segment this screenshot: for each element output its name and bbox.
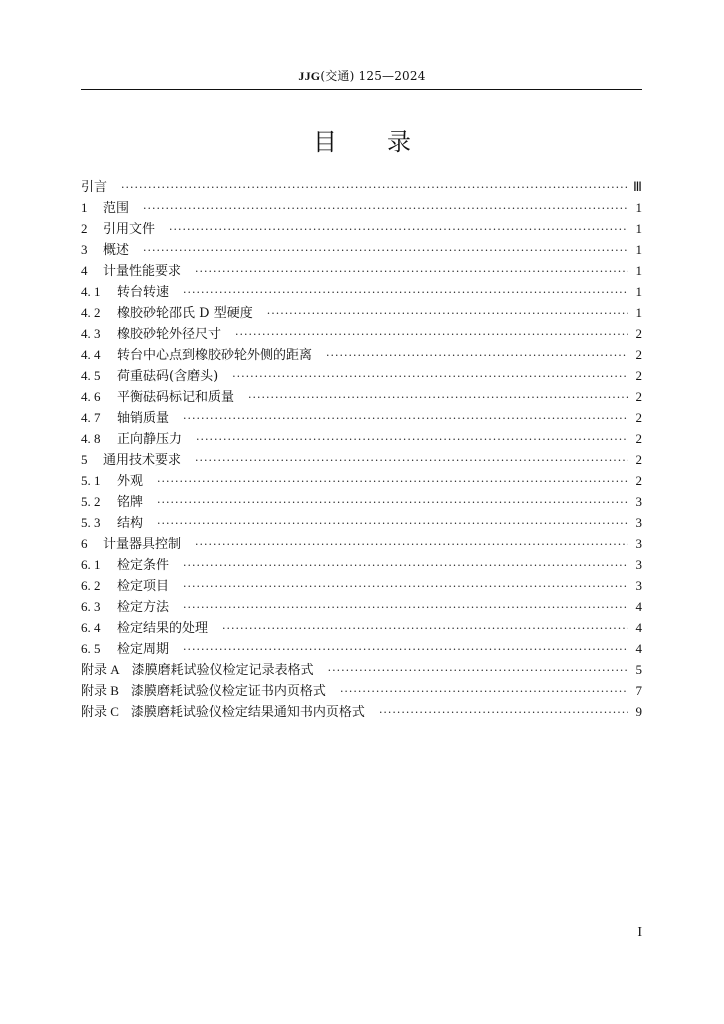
toc-entry-page: 1 <box>635 242 642 257</box>
toc-entry[interactable] <box>81 218 642 239</box>
toc-entry-title: 检定项目 <box>117 579 170 594</box>
toc-entry[interactable] <box>81 239 642 260</box>
toc-entry-title: 计量性能要求 <box>103 264 182 279</box>
toc-entry-title: 引用文件 <box>103 222 156 237</box>
toc-entry[interactable] <box>81 470 642 491</box>
toc-entry[interactable] <box>81 365 642 386</box>
toc-entry-number: 附录 B <box>81 683 119 698</box>
toc-entry[interactable] <box>81 260 642 281</box>
toc-leader-dots <box>157 513 628 534</box>
toc-entry-page: 2 <box>635 431 642 446</box>
toc-entry-number: 4. 2 <box>81 305 101 320</box>
toc-entry[interactable] <box>81 407 642 428</box>
toc-entry[interactable] <box>81 596 642 617</box>
toc-entry-title: 检定方法 <box>117 600 170 615</box>
toc-entry-number: 4 <box>81 263 88 278</box>
toc-entry-title: 橡胶砂轮邵氏 D 型硬度 <box>117 306 253 321</box>
toc-entry-number: 2 <box>81 221 88 236</box>
toc-leader-dots <box>183 282 628 303</box>
toc-entry-number: 4. 1 <box>81 284 101 299</box>
toc-leader-dots <box>195 534 628 555</box>
toc-entry-page: 3 <box>635 494 642 509</box>
toc-entry-page: 1 <box>635 284 642 299</box>
standard-code-prefix: JJG <box>298 69 321 83</box>
toc-entry-number: 6. 1 <box>81 557 101 572</box>
toc-leader-dots <box>157 492 628 513</box>
toc-entry-number: 5 <box>81 452 88 467</box>
toc-entry-title: 概述 <box>103 243 130 258</box>
toc-entry[interactable] <box>81 344 642 365</box>
toc-entry-page: 3 <box>635 515 642 530</box>
toc-leader-dots <box>121 177 627 198</box>
toc-entry-title: 引言 <box>81 180 108 195</box>
standard-code-rest: (交通) 125—2024 <box>320 69 426 83</box>
toc-entry-number: 4. 6 <box>81 389 101 404</box>
toc-entry-page: 2 <box>635 410 642 425</box>
header-divider <box>81 89 642 90</box>
toc-leader-dots <box>379 702 628 723</box>
toc-entry-number: 4. 7 <box>81 410 101 425</box>
toc-entry[interactable] <box>81 281 642 302</box>
toc-entry-page: 4 <box>635 599 642 614</box>
toc-entry-title: 轴销质量 <box>117 411 170 426</box>
toc-entry-page: 3 <box>635 536 642 551</box>
toc-entry-page: 1 <box>635 200 642 215</box>
toc-entry[interactable] <box>81 638 642 659</box>
toc-entry[interactable] <box>81 491 642 512</box>
toc-entry-title: 计量器具控制 <box>103 537 182 552</box>
toc-entry[interactable] <box>81 512 642 533</box>
toc-entry[interactable] <box>81 701 642 722</box>
toc-entry-number: 附录 C <box>81 704 119 719</box>
toc-entry-title: 通用技术要求 <box>103 453 182 468</box>
toc-entry-number: 3 <box>81 242 88 257</box>
toc-entry-title: 漆膜磨耗试验仪检定结果通知书内页格式 <box>130 705 365 720</box>
toc-leader-dots <box>232 366 628 387</box>
toc-entry-title: 荷重砝码(含磨头) <box>117 369 219 384</box>
toc-entry-page: 4 <box>635 620 642 635</box>
toc-entry-number: 6. 5 <box>81 641 101 656</box>
toc-entry-number: 6. 3 <box>81 599 101 614</box>
toc-entry-title: 转台中心点到橡胶砂轮外侧的距离 <box>117 348 313 363</box>
toc-entry[interactable] <box>81 428 642 449</box>
toc-entry-page: 2 <box>635 452 642 467</box>
toc-entry-title: 漆膜磨耗试验仪检定证书内页格式 <box>130 684 326 699</box>
toc-entry-page: 2 <box>635 473 642 488</box>
toc-leader-dots <box>267 303 628 324</box>
toc-leader-dots <box>195 450 628 471</box>
toc-entry-number: 6. 4 <box>81 620 101 635</box>
toc-entry-page: 1 <box>635 221 642 236</box>
toc-entry-title: 范围 <box>103 201 130 216</box>
toc-entry-page: 2 <box>635 389 642 404</box>
toc-entry-title: 外观 <box>117 474 144 489</box>
page-number: I <box>637 925 642 940</box>
toc-entry-page: 4 <box>635 641 642 656</box>
toc-entry[interactable] <box>81 386 642 407</box>
toc-leader-dots <box>183 555 628 576</box>
toc-entry-page: Ⅲ <box>633 179 642 194</box>
toc-entry-number: 附录 A <box>81 662 120 677</box>
toc-entry[interactable] <box>81 554 642 575</box>
toc-entry-number: 5. 1 <box>81 473 101 488</box>
toc-entry[interactable] <box>81 449 642 470</box>
toc-entry-number: 6 <box>81 536 88 551</box>
toc-leader-dots <box>143 240 628 261</box>
toc-leader-dots <box>183 639 628 660</box>
toc-entry[interactable] <box>81 659 642 680</box>
toc-entry-number: 6. 2 <box>81 578 101 593</box>
toc-leader-dots <box>196 429 628 450</box>
toc-leader-dots <box>340 681 628 702</box>
toc-entry-title: 平衡砝码标记和质量 <box>117 390 235 405</box>
table-of-contents <box>81 176 642 722</box>
toc-entry-page: 5 <box>635 662 642 677</box>
toc-leader-dots <box>328 660 628 681</box>
toc-entry-number: 4. 4 <box>81 347 101 362</box>
toc-entry-page: 2 <box>635 368 642 383</box>
toc-entry-title: 检定结果的处理 <box>117 621 209 636</box>
toc-entry-title: 铭牌 <box>117 495 144 510</box>
toc-leader-dots <box>183 597 628 618</box>
toc-entry[interactable] <box>81 176 642 197</box>
toc-leader-dots <box>183 576 628 597</box>
toc-entry[interactable] <box>81 680 642 701</box>
toc-entry-page: 3 <box>635 557 642 572</box>
toc-entry-number: 4. 5 <box>81 368 101 383</box>
toc-leader-dots <box>143 198 628 219</box>
toc-leader-dots <box>183 408 628 429</box>
toc-entry-number: 4. 3 <box>81 326 101 341</box>
toc-entry-title: 正向静压力 <box>117 432 183 447</box>
toc-leader-dots <box>157 471 628 492</box>
toc-entry[interactable] <box>81 617 642 638</box>
toc-entry[interactable] <box>81 302 642 323</box>
toc-leader-dots <box>222 618 628 639</box>
toc-entry-number: 5. 3 <box>81 515 101 530</box>
toc-entry-title: 转台转速 <box>117 285 170 300</box>
toc-leader-dots <box>195 261 628 282</box>
toc-entry[interactable] <box>81 197 642 218</box>
toc-entry[interactable] <box>81 575 642 596</box>
toc-entry-page: 1 <box>635 263 642 278</box>
toc-leader-dots <box>326 345 628 366</box>
toc-entry-page: 7 <box>635 683 642 698</box>
document-header <box>0 67 724 84</box>
toc-leader-dots <box>248 387 628 408</box>
toc-entry-page: 1 <box>635 305 642 320</box>
toc-entry-page: 3 <box>635 578 642 593</box>
toc-entry-title: 检定周期 <box>117 642 170 657</box>
page-title: 目录 <box>313 128 461 156</box>
toc-entry-page: 2 <box>635 326 642 341</box>
toc-entry-number: 5. 2 <box>81 494 101 509</box>
toc-entry-title: 橡胶砂轮外径尺寸 <box>117 327 222 342</box>
toc-entry[interactable] <box>81 323 642 344</box>
toc-entry-title: 漆膜磨耗试验仪检定记录表格式 <box>131 663 314 678</box>
toc-entry-number: 4. 8 <box>81 431 101 446</box>
toc-entry[interactable] <box>81 533 642 554</box>
toc-leader-dots <box>235 324 628 345</box>
toc-entry-title: 检定条件 <box>117 558 170 573</box>
toc-leader-dots <box>169 219 628 240</box>
toc-entry-title: 结构 <box>117 516 144 531</box>
toc-entry-page: 2 <box>635 347 642 362</box>
toc-entry-number: 1 <box>81 200 88 215</box>
toc-entry-page: 9 <box>635 704 642 719</box>
